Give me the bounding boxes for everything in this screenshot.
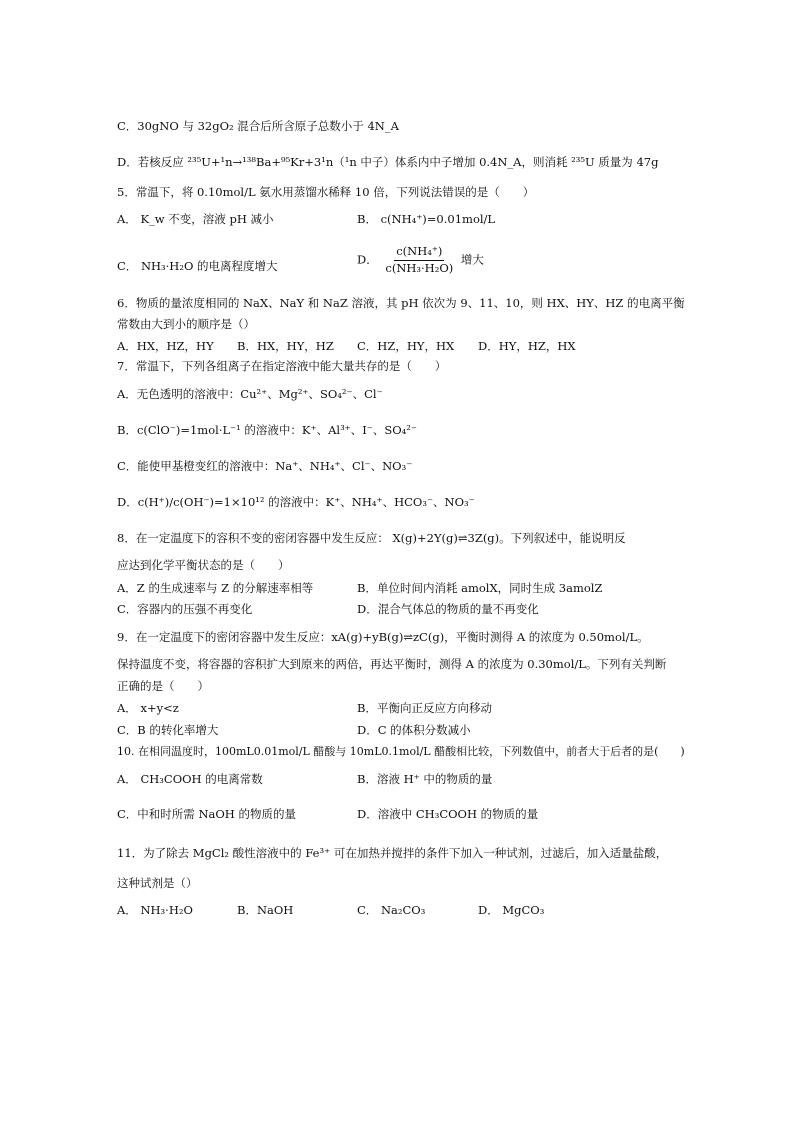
q10-stem: 10. 在相同温度时，100mL0.01mol/L 醋酸与 10mL0.1mol/L 醋酸相比较，下列数值中，前者大于后者的是( ) [117,745,685,758]
q11-stem-line1: 11．为了除去 MgCl₂ 酸性溶液中的 Fe³⁺ 可在加热并搅拌的条件下加入一种试剂，过滤后，加入适量盐酸， [117,846,668,860]
q5-option-b: B． c(NH₄⁺)=0.01mol/L [357,212,496,226]
q8-stem-line2: 应达到化学平衡状态的是（ ） [117,558,290,572]
q11-option-a: A． NH₃·H₂O [117,903,193,917]
q6-option-b: B．HX，HY，HZ [237,339,334,353]
q7-option-d: D．c(H⁺)/c(OH⁻)=1×10¹² 的溶液中：K⁺、NH₄⁺、HCO₃⁻、NO₃⁻ [117,495,475,509]
q6-option-c: C．HZ，HY，HX [357,339,455,353]
q10-option-a: A． CH₃COOH 的电离常数 [117,772,263,786]
q7-option-c: C．能使甲基橙变红的溶液中：Na⁺、NH₄⁺、Cl⁻、NO₃⁻ [117,459,413,473]
q11-option-b: B．NaOH [237,903,294,917]
q6-option-d: D．HY，HZ，HX [478,339,576,353]
q8-stem-line1: 8．在一定温度下的容积不变的密闭容器中发生反应： X(g)+2Y(g)⇌3Z(g)。下列叙述中，能说明反 [117,531,626,545]
fraction-denominator: c(NH₃·H₂O) [385,260,454,275]
q8-option-c: C．容器内的压强不再变化 [117,602,253,616]
q5-option-a: A． K_w 不变，溶液 pH 减小 [117,212,274,226]
q4-option-c: C．30gNO 与 32gO₂ 混合后所含原子总数小于 4N_A [117,119,399,133]
q9-stem-line1: 9．在一定温度下的密闭容器中发生反应：xA(g)+yB(g)⇌zC(g)，平衡时测得 A 的浓度为 0.50mol/L。 [117,630,649,644]
q9-stem-line3: 正确的是（ ） [117,679,209,693]
q9-stem-line2: 保持温度不变，将容器的容积扩大到原来的两倍，再达平衡时，测得 A 的浓度为 0.30mol/L。下列有关判断 [117,657,667,671]
q11-option-d: D． MgCO₃ [478,903,545,917]
q6-option-a: A．HX，HZ，HY [117,339,214,353]
q7-stem: 7．常温下，下列各组离子在指定溶液中能大量共存的是（ ） [117,359,447,373]
q5-stem: 5．常温下，将 0.10mol/L 氨水用蒸馏水稀释 10 倍，下列说法错误的是（ ） [117,185,535,199]
q11-option-c: C． Na₂CO₃ [357,903,426,917]
q9-option-d: D．C 的体积分数减小 [357,723,471,737]
q4-option-d: D．若核反应 ²³⁵U+¹n→¹³⁸Ba+⁹⁵Kr+3¹n（¹n 中子）体系内中子增加 0.4N_A，则消耗 ²³⁵U 质量为 47g [117,155,659,169]
q5-option-d-fraction [383,245,455,276]
q7-option-a: A．无色透明的溶液中：Cu²⁺、Mg²⁺、SO₄²⁻、Cl⁻ [117,387,383,401]
q9-option-a: A． x+y<z [117,701,179,715]
q10-option-c: C．中和时所需 NaOH 的物质的量 [117,807,296,821]
q9-option-c: C．B 的转化率增大 [117,723,219,737]
q10-option-d: D．溶液中 CH₃COOH 的物质的量 [357,807,539,821]
q8-option-a: A．Z 的生成速率与 Z 的分解速率相等 [117,581,314,595]
q5-option-d [357,245,484,276]
q5-option-c: C． NH₃·H₂O 的电离程度增大 [117,259,278,273]
q5-option-d-label: D． [357,252,378,267]
q8-option-d: D．混合气体总的物质的量不再变化 [357,602,539,616]
q9-option-b: B．平衡向正反应方向移动 [357,701,492,715]
q8-option-b: B．单位时间内消耗 amolX，同时生成 3amolZ [357,581,603,595]
q6-stem-line1: 6．物质的量浓度相同的 NaX、NaY 和 NaZ 溶液，其 pH 依次为 9、11、10，则 HX、HY、HZ 的电离平衡 [117,296,685,310]
q10-option-b: B．溶液 H⁺ 中的物质的量 [357,772,493,786]
q7-option-b: B．c(ClO⁻)=1mol·L⁻¹ 的溶液中：K⁺、Al³⁺、I⁻、SO₄²⁻ [117,423,417,437]
q5-option-d-suffix: 增大 [460,252,484,267]
fraction-numerator: c(NH₄⁺) [394,245,444,261]
q11-stem-line2: 这种试剂是（） [117,876,198,890]
q6-stem-line2: 常数由大到小的顺序是（） [117,317,255,331]
